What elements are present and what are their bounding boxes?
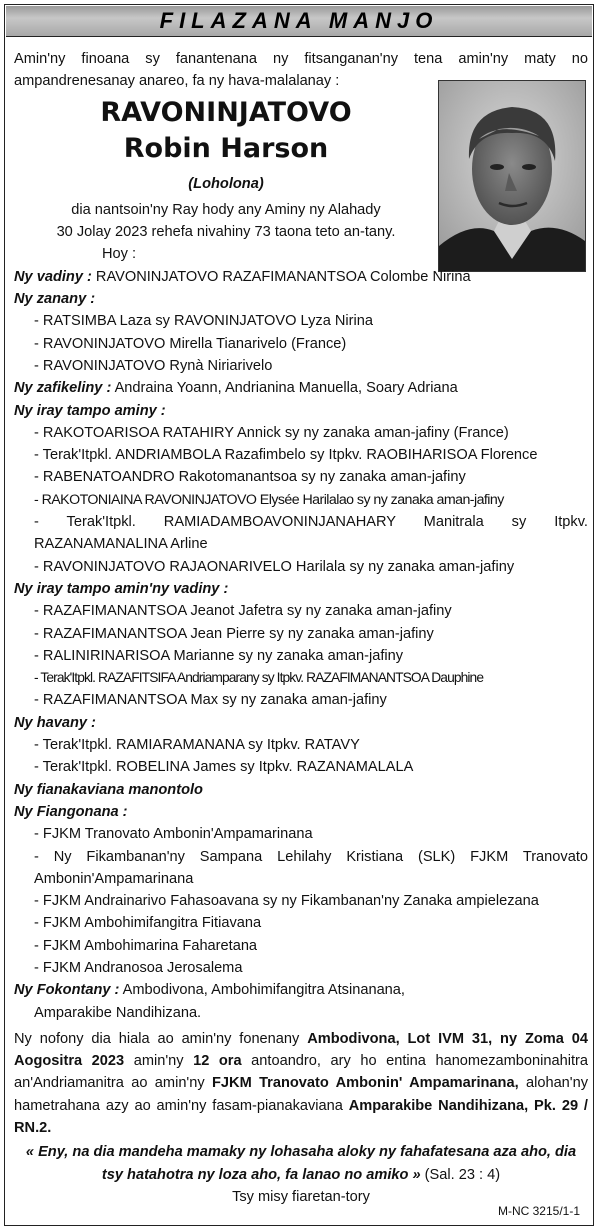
widow-line (14, 266, 588, 288)
extended-family-label: Ny fianakaviana manontolo (14, 781, 203, 798)
inlaw-item: - RAZAFIMANANTSOA Jeanot Jafetra sy ny zanaka aman-jafiny (34, 603, 452, 620)
church-item: - FJKM Ambohimifangitra Fitiavana (34, 915, 262, 932)
signoff-text: Tsy misy fiaretan-tory (232, 1188, 370, 1205)
children-label: Ny zanany : (14, 291, 96, 308)
burial-address: Ambodivona, Lot IVM 31, ny Zoma 04 Aogositra 2023 (14, 1030, 588, 1070)
deceased-surname: RAVONINJATOVO (100, 96, 352, 128)
child-item: - RAVONINJATOVO Mirella Tianarivelo (France) (34, 335, 347, 352)
child-item: - RATSIMBA Laza sy RAVONINJATOVO Lyza Nirina (34, 313, 373, 330)
relatives-label: Ny havany : (14, 714, 96, 731)
death-line-1: dia nantsoin'ny Ray hody any Aminy ny Alahady (71, 201, 381, 218)
burial-text: Ny nofony dia hiala ao amin'ny fonenany (14, 1030, 308, 1047)
inlaw-item: - Terak'Itpkl. RAZAFITSIFA Andriamparany sy Itpkv. RAZAFIMANANTSOA Dauphine (34, 670, 484, 686)
grandchildren-names: Andraina Yoann, Andrianina Manuella, Soary Adriana (114, 380, 458, 397)
fokontany-line (14, 979, 588, 1001)
sibling-item: - RAKOTONIAINA RAVONINJATOVO Elysée Harilalao sy ny zanaka aman-jafiny (34, 491, 504, 508)
fokontany-continued: Amparakibe Nandihizana. (34, 1004, 202, 1021)
burial-text: antoandro, ary ho entina hanomezamboninahitra an'Andriamanitra ao amin'ny (14, 1053, 588, 1092)
inlaw-item: - RAZAFIMANANTSOA Max sy ny zanaka aman-jafiny (34, 692, 387, 709)
church-item: - Ny Fikambanan'ny Sampana Lehilahy Kristiana (SLK) FJKM Tranovato Ambonin'Ampamarinana (34, 848, 588, 887)
sibling-item: - Terak'Itpkl. ANDRIAMBOLA Razafimbelo sy Itpkv. RAOBIHARISOA Florence (34, 447, 538, 464)
death-line-2: 30 Jolay 2023 rehefa nivahiny 73 taona teto an-tany. (56, 224, 396, 241)
sibling-item: - RAVONINJATOVO RAJAONARIVELO Harilala sy ny zanaka aman-jafiny (34, 558, 515, 575)
fokontany-label: Ny Fokontany : (14, 982, 120, 999)
bible-quote (14, 1141, 588, 1186)
church-item: - FJKM Tranovato Ambonin'Ampamarinana (34, 826, 313, 843)
intro-text: Amin'ny finoana sy fanantenana ny fitsanganan'ny tena amin'ny maty no ampandrenesanay anareo, fa ny hava-malalanay : (14, 51, 588, 90)
burial-tomb: Amparakibe Nandihizana, Pk. 29 / RN.2. (14, 1097, 588, 1137)
widow-name: RAVONINJATOVO RAZAFIMANANTSOA Colombe Nirina (95, 268, 471, 285)
relative-item: - Terak'Itpkl. ROBELINA James sy Itpkv. RAZANAMALALA (34, 759, 414, 776)
burial-paragraph (14, 1028, 588, 1139)
notice-body (14, 48, 588, 1208)
sibling-item: - Terak'Itpkl. RAMIADAMBOAVONINJANAHARY Manitrala sy Itpkv. RAZANAMANALINA Arline (34, 514, 588, 553)
deceased-nickname: (Loholona) (188, 175, 264, 192)
notice-banner: FILAZANA MANJO (6, 6, 592, 37)
siblings-label: Ny iray tampo aminy : (14, 402, 166, 419)
churches-label: Ny Fiangonana : (14, 803, 128, 820)
child-item: - RAVONINJATOVO Rynà Niriarivelo (34, 357, 273, 374)
deceased-firstname: Robin Harson (123, 132, 329, 164)
church-item: - FJKM Andrainarivo Fahasoavana sy ny Fikambanan'ny Zanaka ampielezana (34, 893, 539, 910)
relative-item: - Terak'Itpkl. RAMIARAMANANA sy Itpkv. RATAVY (34, 737, 360, 754)
burial-church: FJKM Tranovato Ambonin' Ampamarinana, (212, 1075, 519, 1092)
grandchildren-label: Ny zafikeliny : (14, 380, 112, 397)
fokontany-names: Ambodivona, Ambohimifangitra Atsinanana, (122, 982, 405, 999)
widow-label: Ny vadiny : (14, 268, 92, 285)
hoy-label: Hoy : (102, 246, 137, 263)
burial-text: alohan'ny hametrahana azy ao amin'ny fasam-pianakaviana (14, 1075, 588, 1114)
quote-reference: (Sal. 23 : 4) (420, 1166, 501, 1183)
sibling-item: - RAKOTOARISOA RATAHIRY Annick sy ny zanaka aman-jafiny (France) (34, 424, 509, 441)
sibling-item: - RABENATOANDRO Rakotomanantsoa sy ny zanaka aman-jafiny (34, 469, 466, 486)
notice-reference: M-NC 3215/1-1 (497, 1204, 580, 1218)
quote-text: « Eny, na dia mandeha mamaky ny lohasaha aloky ny fahafatesana aza aho, dia tsy hatahotra ny loza aho, fa lanao no amiko » (25, 1144, 577, 1183)
inlaws-label: Ny iray tampo amin'ny vadiny : (14, 580, 229, 597)
burial-time: 12 ora (193, 1053, 242, 1070)
church-item: - FJKM Andranosoa Jerosalema (34, 959, 243, 976)
burial-text: amin'ny (124, 1053, 194, 1070)
inlaw-item: - RALINIRINARISOA Marianne sy ny zanaka aman-jafiny (34, 647, 404, 664)
inlaw-item: - RAZAFIMANANTSOA Jean Pierre sy ny zanaka aman-jafiny (34, 625, 434, 642)
church-item: - FJKM Ambohimarina Faharetana (34, 937, 258, 954)
grandchildren-line (14, 377, 588, 399)
